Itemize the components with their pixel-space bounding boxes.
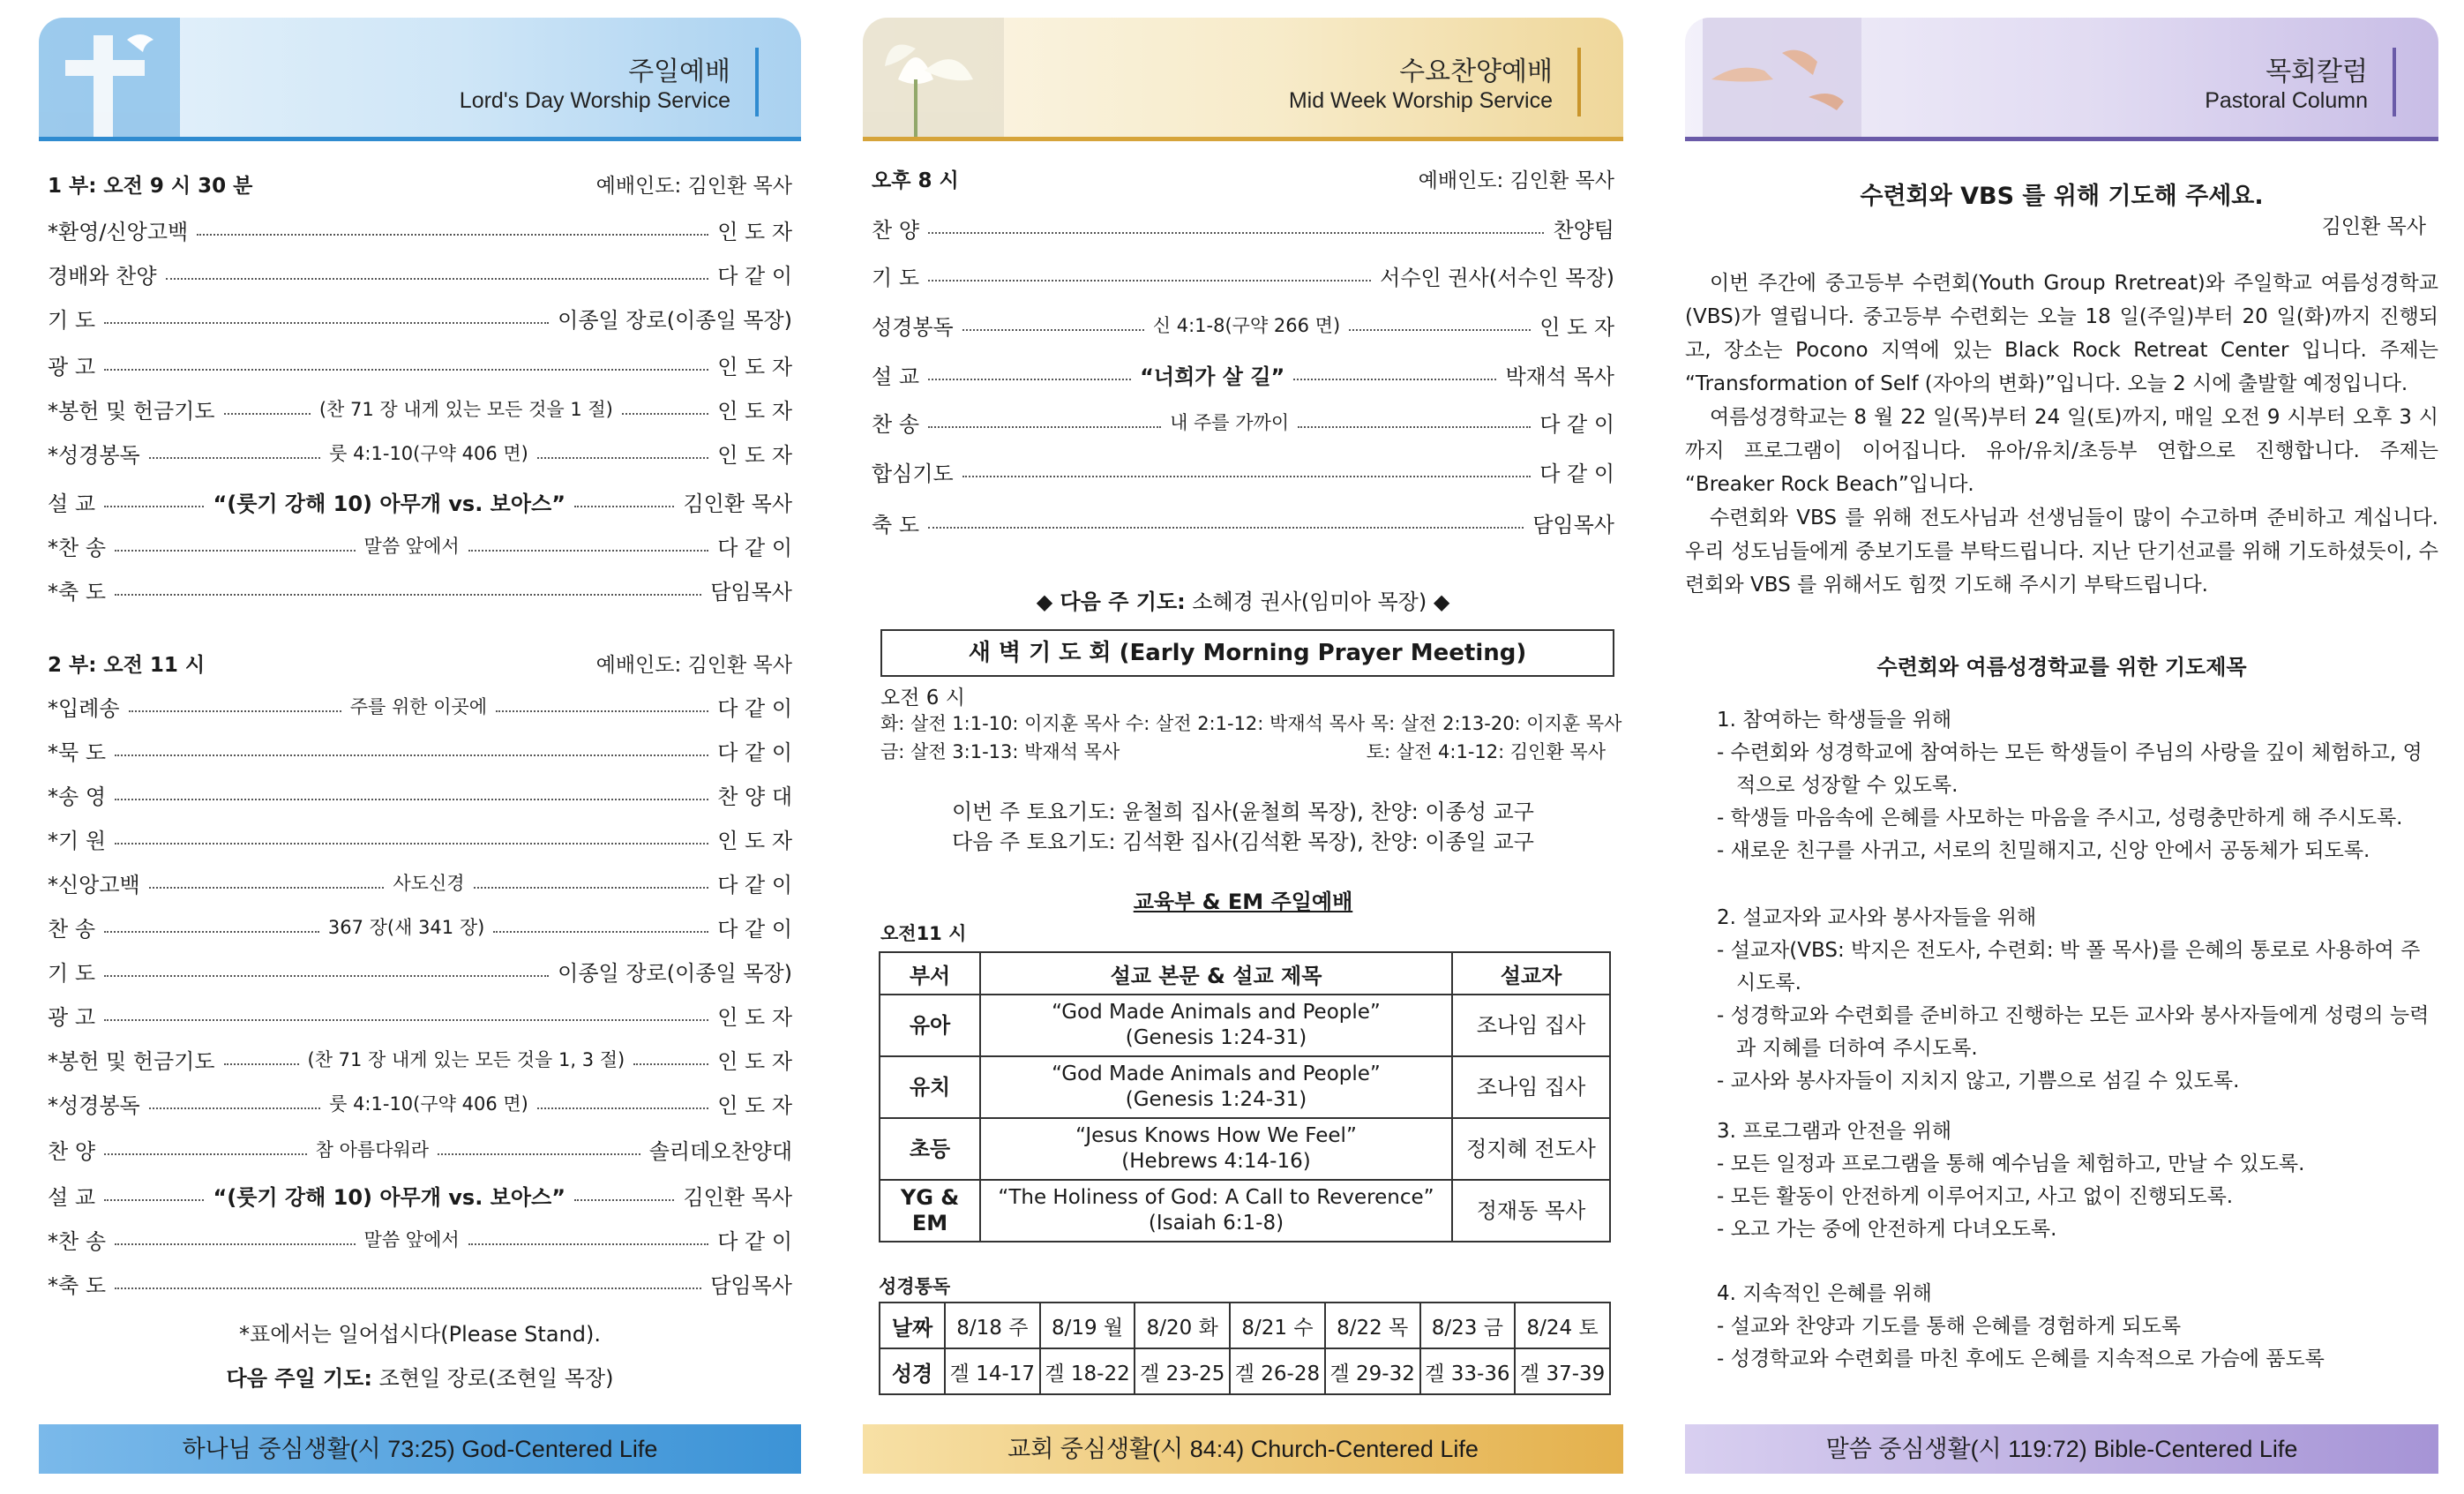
order-label: *성경봉독	[48, 442, 140, 468]
em-preacher: 정재동 목사	[1452, 1180, 1610, 1242]
order-row	[48, 865, 792, 900]
order-row	[48, 300, 792, 335]
order-row	[48, 435, 792, 470]
order-row	[872, 307, 1614, 342]
bible-ref-cell: 겔 23-25	[1135, 1348, 1230, 1394]
order-person: 찬양팀	[1553, 217, 1614, 243]
panel1-title-ko: 주일예배	[628, 56, 730, 87]
order-label: *환영/신앙고백	[48, 219, 189, 244]
order-row	[48, 1041, 792, 1077]
bible-dates-row	[880, 1303, 1610, 1348]
column-paragraph-3: 수련회와 VBS 를 위해 전도사님과 선생님들이 많이 수고하며 준비하고 계십니다. 우리 성도님들에게 중보기도를 부탁드립니다. 지난 단기선교를 위해 기도하셨듯이, 수련회와 VBS 를 위해서도 힘껏 기도해 주시기 부탁드립니다.	[1685, 507, 2438, 597]
order-person: 담임목사	[710, 579, 792, 604]
prayer-item: - 설교와 찬양과 기도를 통해 은혜를 경험하게 되도록	[1717, 1315, 2182, 1338]
dot-leader	[149, 457, 320, 459]
morning-prayer-line1: 화: 살전 1:1-10: 이지훈 목사 수: 살전 2:1-12: 박재석 목사 목: 살전 2:13-20: 이지훈 목사	[880, 713, 1622, 734]
dot-leader	[574, 506, 674, 507]
prayer-section-1	[1717, 704, 2430, 867]
prayer-item: - 교사와 봉사자들이 지치지 않고, 기쁨으로 섬길 수 있도록.	[1717, 1070, 2240, 1092]
order-person: 김인환 목사	[683, 491, 793, 516]
panel-lords-day-worship	[39, 18, 801, 1474]
em-sermon	[980, 1118, 1452, 1180]
service2-header	[48, 647, 792, 679]
order-label: 합심기도	[872, 461, 954, 486]
order-row	[48, 732, 792, 768]
em-sermon-title: “God Made Animals and People”	[1052, 1001, 1381, 1024]
order-row	[48, 821, 792, 856]
order-person: 다 같 이	[717, 263, 792, 289]
order-label: 찬 양	[872, 217, 919, 243]
prayer-heading: 2. 설교자와 교사와 봉사자들을 위해	[1717, 906, 2037, 929]
order-row	[48, 528, 792, 563]
prayer-topics-title: 수련회와 여름성경학교를 위한 기도제목	[1876, 655, 2247, 679]
order-label: *축 도	[48, 1273, 106, 1298]
order-person: 인 도 자	[717, 219, 792, 244]
service2-time: 2 부: 오전 11 시	[48, 653, 206, 677]
order-label: *축 도	[48, 579, 106, 604]
next-week-prayer-value: 소혜경 권사(임미아 목장) ◆	[1192, 589, 1450, 614]
dot-leader	[537, 1107, 708, 1109]
dot-leader	[574, 1199, 674, 1201]
dot-leader	[104, 506, 204, 507]
dot-leader	[115, 550, 356, 552]
order-label: *기 원	[48, 828, 106, 853]
order-row	[48, 909, 792, 944]
column-headline: 수련회와 VBS 를 위해 기도해 주세요.	[1860, 183, 2264, 210]
bible-reading-title: 성경통독	[879, 1276, 951, 1297]
em-worship-time: 오전11 시	[880, 923, 967, 944]
panel3-title-en: Pastoral Column	[2205, 88, 2368, 113]
order-detail: 룻 4:1-10(구약 406 면)	[329, 1093, 528, 1115]
em-header-dept: 부서	[880, 952, 980, 995]
panel-mid-week-worship	[863, 18, 1623, 1474]
bible-date-cell: 8/18 주	[945, 1303, 1040, 1348]
em-table-row	[880, 995, 1610, 1056]
bible-date-cell: 8/20 화	[1135, 1303, 1230, 1348]
order-detail: “(룻기 강해 10) 아무개 vs. 보아스”	[213, 491, 565, 516]
em-header-preacher: 설교자	[1452, 952, 1610, 995]
order-detail: 참 아름다워라	[315, 1139, 430, 1160]
bible-date-cell: 8/22 목	[1325, 1303, 1420, 1348]
dot-leader	[493, 931, 708, 933]
panel2-title-ko: 수요찬양예배	[1399, 56, 1553, 87]
em-dept: 유아	[880, 995, 980, 1056]
order-label: *묵 도	[48, 739, 106, 765]
cross-dove-icon	[39, 18, 180, 137]
order-detail: 말씀 앞에서	[363, 1229, 460, 1250]
order-row	[872, 258, 1614, 293]
order-detail: “(룻기 강해 10) 아무개 vs. 보아스”	[213, 1184, 565, 1210]
order-person: 다 같 이	[717, 1228, 793, 1254]
bible-date-cell: 8/23 금	[1420, 1303, 1516, 1348]
panel1-header	[39, 18, 801, 141]
dot-leader	[468, 1243, 709, 1245]
panel1-footer: 하나님 중심생활(시 73:25) God-Centered Life	[39, 1424, 801, 1474]
order-label: 찬 양	[48, 1138, 95, 1164]
morning-prayer-line2a: 금: 살전 3:1-13: 박재석 목사	[880, 741, 1120, 762]
em-worship-table	[879, 951, 1611, 1242]
order-label: 광 고	[48, 1004, 95, 1030]
order-person: 다 같 이	[1539, 461, 1614, 486]
em-table-row	[880, 1118, 1610, 1180]
bible-refs-row	[880, 1348, 1610, 1394]
bible-ref-label: 성경	[880, 1348, 945, 1394]
order-detail: 367 장(새 341 장)	[327, 917, 485, 938]
em-preacher: 조나임 집사	[1452, 995, 1610, 1056]
order-row	[48, 391, 792, 426]
dot-leader	[115, 755, 708, 756]
order-row	[48, 777, 792, 812]
dot-leader	[104, 931, 319, 933]
dot-leader	[633, 1063, 708, 1065]
order-detail: 주를 위한 이곳에	[349, 696, 488, 717]
dot-leader	[149, 1107, 320, 1109]
em-dept: 초등	[880, 1118, 980, 1180]
order-person: 이종일 장로(이종일 목장)	[558, 307, 792, 333]
order-person: 다 같 이	[717, 872, 792, 897]
next-sunday-prayer-value: 조현일 장로(조현일 목장)	[378, 1366, 614, 1391]
order-label: *입례송	[48, 695, 120, 721]
order-label: 경배와 찬양	[48, 263, 157, 289]
prayer-section-3	[1717, 1115, 2430, 1246]
panel2-title-en: Mid Week Worship Service	[1288, 88, 1553, 113]
dot-leader	[104, 1153, 307, 1155]
order-label: 기 도	[48, 960, 95, 986]
column-paragraph-2: 여름성경학교는 8 월 22 일(목)부터 24 일(토)까지, 매일 오전 9 시부터 오후 3 시까지 프로그램이 이어집니다. 유아/유치/초등부 연합으로 진행합니다. 주제는 “Breaker Rock Beach”입니다.	[1685, 406, 2438, 496]
em-sermon-ref: (Genesis 1:24-31)	[1125, 1088, 1307, 1111]
dot-leader	[468, 550, 709, 552]
em-preacher: 정지혜 전도사	[1452, 1118, 1610, 1180]
dot-leader	[149, 887, 385, 889]
order-person: 서수인 권사(서수인 목장)	[1380, 265, 1614, 290]
order-person: 인 도 자	[1539, 314, 1614, 340]
order-detail: 사도신경	[393, 873, 465, 894]
order-person: 박재석 목사	[1505, 364, 1614, 389]
dot-leader	[962, 476, 1531, 477]
bible-reading-table	[879, 1302, 1611, 1395]
order-person: 인 도 자	[717, 1048, 792, 1074]
dot-leader	[104, 1019, 708, 1021]
order-row	[48, 572, 792, 607]
order-person: 담임목사	[710, 1273, 792, 1298]
em-table-header-row	[880, 952, 1610, 995]
prayer-item: - 성경학교와 수련회를 마친 후에도 은혜를 지속적으로 가슴에 품도록	[1717, 1348, 2325, 1370]
order-person: 다 같 이	[1539, 411, 1615, 437]
em-sermon-title: “Jesus Knows How We Feel”	[1075, 1124, 1357, 1147]
order-row	[48, 1221, 792, 1257]
bible-ref-cell: 겔 29-32	[1325, 1348, 1420, 1394]
order-label: 설 교	[48, 491, 95, 516]
dot-leader	[962, 329, 1144, 331]
order-label: 설 교	[872, 364, 919, 389]
order-row	[48, 484, 792, 519]
dot-leader	[115, 1243, 356, 1245]
dot-leader	[115, 843, 708, 845]
header-accent-bar	[2393, 48, 2396, 116]
order-person: 인 도 자	[717, 828, 792, 853]
lily-flower-icon	[863, 18, 1004, 137]
panel2-header	[863, 18, 1623, 141]
order-label: 찬 송	[872, 411, 919, 437]
order-label: 찬 송	[48, 916, 95, 942]
bible-ref-cell: 겔 33-36	[1420, 1348, 1516, 1394]
next-week-prayer	[863, 584, 1623, 615]
order-row	[872, 357, 1614, 392]
order-label: *성경봉독	[48, 1092, 140, 1118]
em-header-sermon: 설교 본문 & 설교 제목	[980, 952, 1452, 995]
column-paragraph-1: 이번 주간에 중고등부 수련회(Youth Group Rretreat)와 주일학교 여름성경학교(VBS)가 열립니다. 중고등부 수련회는 오늘 18 일(주일)부터 20 일(화)까지 진행되고, 장소는 Pocono 지역에 있는 Black Rock Retreat Center 입니다. 주제는 “Transformation of Self (자아의 변화)”입니다. 오늘 2 시에 출발할 예정입니다.	[1685, 272, 2438, 395]
dot-leader	[928, 527, 1524, 529]
dot-leader	[928, 280, 1371, 282]
service1-header	[48, 168, 792, 199]
order-row	[48, 1265, 792, 1301]
order-person: 인 도 자	[717, 1092, 793, 1118]
service1-time: 1 부: 오전 9 시 30 분	[48, 174, 253, 198]
prayer-section-4	[1717, 1278, 2430, 1376]
dot-leader	[166, 278, 709, 280]
bible-date-cell: 8/19 월	[1040, 1303, 1135, 1348]
next-sunday-prayer	[39, 1361, 801, 1392]
bible-ref-cell: 겔 26-28	[1230, 1348, 1325, 1394]
header-accent-bar	[1577, 48, 1581, 116]
dot-leader	[224, 413, 311, 415]
order-label: *신앙고백	[48, 872, 140, 897]
prayer-item: - 수련회와 성경학교에 참여하는 모든 학생들이 주님의 사랑을 깊이 체험하고, 영적으로 성장할 수 있도록.	[1717, 741, 2423, 797]
midweek-time: 오후 8 시	[872, 169, 959, 192]
hands-icon	[1685, 18, 1861, 137]
em-sermon-ref: (Genesis 1:24-31)	[1125, 1026, 1307, 1049]
order-label: *찬 송	[48, 1228, 106, 1254]
prayer-item: - 학생들 마음속에 은혜를 사모하는 마음을 주시고, 성령충만하게 해 주시도록.	[1717, 807, 2403, 830]
order-detail: 룻 4:1-10(구약 406 면)	[329, 443, 528, 464]
order-label: *봉헌 및 헌금기도	[48, 1048, 215, 1074]
em-table-row	[880, 1180, 1610, 1242]
saturday-prayer-next: 다음 주 토요기도: 김석환 집사(김석환 목장), 찬양: 이종일 교구	[952, 830, 1534, 854]
em-dept: 유치	[880, 1056, 980, 1118]
order-label: 성경봉독	[872, 314, 954, 340]
order-detail: “너희가 살 길”	[1140, 364, 1285, 389]
prayer-item: - 모든 활동이 안전하게 이루어지고, 사고 없이 진행되도록.	[1717, 1185, 2234, 1208]
midweek-header	[872, 162, 1614, 194]
em-sermon-title: “The Holiness of God: A Call to Reverence”	[998, 1186, 1434, 1209]
header-accent-bar	[755, 48, 759, 116]
order-row	[872, 210, 1614, 245]
dot-leader	[928, 232, 1544, 234]
panel2-footer: 교회 중심생활(시 84:4) Church-Centered Life	[863, 1424, 1623, 1474]
order-row	[872, 454, 1614, 489]
prayer-heading: 3. 프로그램과 안전을 위해	[1717, 1120, 1952, 1143]
order-label: 광 고	[48, 354, 95, 379]
next-sunday-prayer-label: 다음 주일 기도:	[226, 1366, 372, 1391]
order-row	[48, 347, 792, 382]
bible-ref-cell: 겔 37-39	[1515, 1348, 1610, 1394]
panel3-footer: 말씀 중심생활(시 119:72) Bible-Centered Life	[1685, 1424, 2438, 1474]
dot-leader	[197, 234, 708, 236]
order-person: 다 같 이	[717, 916, 792, 942]
bible-ref-cell: 겔 14-17	[945, 1348, 1040, 1394]
bible-ref-cell: 겔 18-22	[1040, 1348, 1135, 1394]
dot-leader	[115, 799, 708, 800]
order-row	[872, 404, 1614, 439]
order-person: 이종일 장로(이종일 목장)	[558, 960, 792, 986]
dot-leader	[1349, 329, 1531, 331]
dot-leader	[537, 457, 708, 459]
dot-leader	[928, 426, 1161, 428]
dot-leader	[129, 710, 341, 712]
dot-leader	[474, 887, 709, 889]
dot-leader	[115, 594, 701, 596]
bible-date-cell: 8/24 토	[1515, 1303, 1610, 1348]
dot-leader	[1293, 379, 1496, 380]
prayer-item: - 모든 일정과 프로그램을 통해 예수님을 체험하고, 만날 수 있도록.	[1717, 1152, 2305, 1175]
order-label: *찬 송	[48, 535, 106, 560]
em-sermon-ref: (Hebrews 4:14-16)	[1121, 1150, 1311, 1173]
em-sermon-title: “God Made Animals and People”	[1052, 1062, 1381, 1085]
service2-leader: 예배인도: 김인환 목사	[595, 653, 792, 677]
em-sermon-ref: (Isaiah 6:1-8)	[1148, 1212, 1284, 1235]
order-row	[48, 212, 792, 247]
order-person: 인 도 자	[717, 1004, 792, 1030]
order-row	[48, 953, 792, 988]
em-dept: YG & EM	[880, 1180, 980, 1242]
order-label: 축 도	[872, 512, 919, 537]
order-person: 김인환 목사	[683, 1184, 793, 1210]
order-row	[872, 505, 1614, 540]
order-person: 인 도 자	[717, 442, 793, 468]
order-detail: 내 주를 가까이	[1170, 412, 1290, 433]
dot-leader	[104, 975, 549, 977]
saturday-prayer-this: 이번 주 토요기도: 윤철희 집사(윤철희 목장), 찬양: 이종성 교구	[952, 800, 1534, 824]
morning-prayer-title: 새 벽 기 도 회 (Early Morning Prayer Meeting)	[880, 629, 1614, 677]
order-row	[48, 1177, 792, 1212]
order-person: 솔리데오찬양대	[648, 1138, 793, 1164]
dot-leader	[104, 1199, 204, 1201]
order-label: 설 교	[48, 1184, 95, 1210]
dot-leader	[224, 1063, 299, 1065]
order-label: *봉헌 및 헌금기도	[48, 398, 215, 424]
midweek-leader: 예배인도: 김인환 목사	[1418, 169, 1614, 192]
order-label: 기 도	[872, 265, 919, 290]
bible-date-cell: 8/21 수	[1230, 1303, 1325, 1348]
column-author: 김인환 목사	[2321, 215, 2426, 238]
order-row	[48, 997, 792, 1032]
prayer-item: - 새로운 친구를 사귀고, 서로의 친밀해지고, 신앙 안에서 공동체가 되도록.	[1717, 839, 2370, 862]
order-detail: (찬 71 장 내게 있는 모든 것을 1 절)	[318, 399, 613, 420]
order-row	[48, 688, 792, 724]
dot-leader	[1298, 426, 1531, 428]
dot-leader	[496, 710, 708, 712]
dot-leader	[928, 379, 1131, 380]
em-sermon	[980, 995, 1452, 1056]
em-worship-title: 교육부 & EM 주일예배	[1133, 890, 1353, 914]
prayer-item: - 설교자(VBS: 박지은 전도사, 수련회: 박 폴 목사)를 은혜의 통로로 사용하여 주시도록.	[1717, 939, 2421, 995]
next-week-prayer-label: ◆ 다음 주 기도:	[1036, 589, 1186, 614]
dot-leader	[104, 369, 708, 371]
order-label: 기 도	[48, 307, 95, 333]
prayer-item: - 성경학교와 수련회를 준비하고 진행하는 모든 교사와 봉사자들에게 성령의 능력과 지혜를 더하여 주시도록.	[1717, 1004, 2430, 1060]
order-person: 다 같 이	[717, 739, 792, 765]
order-person: 인 도 자	[717, 398, 793, 424]
stand-note: *표에서는 일어섭시다(Please Stand).	[239, 1322, 601, 1347]
order-row	[48, 1131, 792, 1167]
em-table-row	[880, 1056, 1610, 1118]
panel3-header	[1685, 18, 2438, 141]
prayer-section-2	[1717, 902, 2430, 1098]
order-person: 다 같 이	[717, 695, 793, 721]
prayer-heading: 1. 참여하는 학생들을 위해	[1717, 709, 1952, 732]
dot-leader	[104, 322, 549, 324]
morning-prayer-line2b: 토: 살전 4:1-12: 김인환 목사	[1366, 741, 1606, 762]
em-sermon	[980, 1180, 1452, 1242]
order-person: 인 도 자	[717, 354, 792, 379]
order-label: *송 영	[48, 784, 106, 809]
dot-leader	[622, 413, 708, 415]
order-person: 찬 양 대	[717, 784, 792, 809]
panel3-title-ko: 목회칼럼	[2266, 56, 2368, 87]
order-row	[48, 1085, 792, 1121]
order-detail: 신 4:1-8(구약 266 면)	[1152, 315, 1341, 336]
bible-date-label: 날짜	[880, 1303, 945, 1348]
service1-leader: 예배인도: 김인환 목사	[595, 174, 792, 198]
panel-pastoral-column	[1685, 18, 2438, 1474]
order-person: 다 같 이	[717, 535, 793, 560]
em-sermon	[980, 1056, 1452, 1118]
prayer-heading: 4. 지속적인 은혜를 위해	[1717, 1282, 1932, 1305]
order-detail: (찬 71 장 내게 있는 모든 것을 1, 3 절)	[307, 1049, 625, 1070]
dot-leader	[438, 1153, 640, 1155]
order-row	[48, 256, 792, 291]
order-person: 담임목사	[1532, 512, 1614, 537]
prayer-item: - 오고 가는 중에 안전하게 다녀오도록.	[1717, 1218, 2057, 1241]
em-preacher: 조나임 집사	[1452, 1056, 1610, 1118]
morning-prayer-time: 오전 6 시	[880, 687, 965, 709]
panel1-title-en: Lord's Day Worship Service	[459, 88, 730, 113]
dot-leader	[115, 1288, 701, 1289]
order-detail: 말씀 앞에서	[363, 536, 460, 557]
